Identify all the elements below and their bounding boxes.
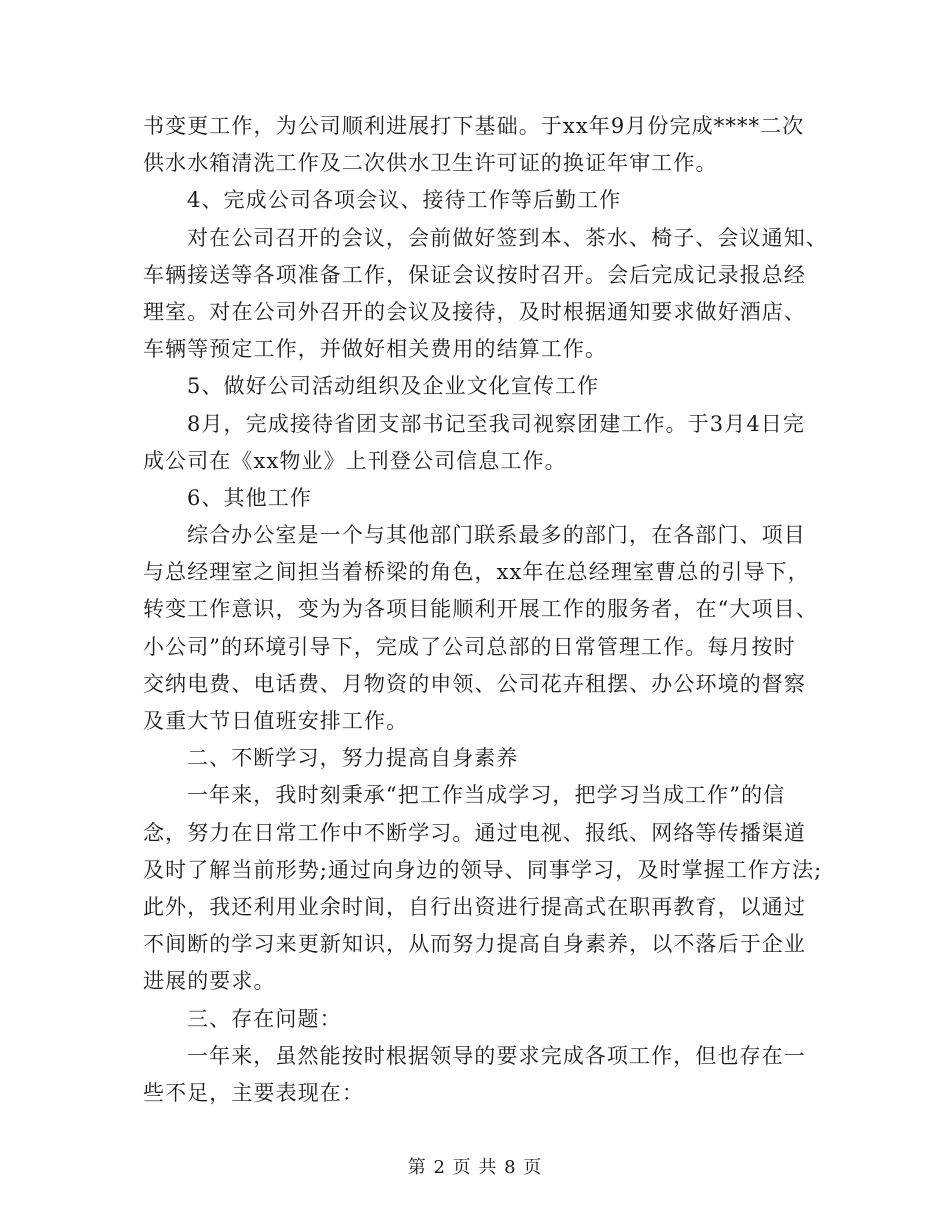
text-line: 些不足，主要表现在： bbox=[143, 1080, 364, 1105]
section-heading: 5、做好公司活动组织及企业文化宣传工作 bbox=[187, 374, 600, 399]
section-heading: 二、不断学习，努力提高自身素养 bbox=[187, 746, 519, 771]
text-line: 一年来，我时刻秉承“把工作当成学习，把学习当成工作”的信 bbox=[187, 783, 786, 808]
text-line: 车辆等预定工作，并做好相关费用的结算工作。 bbox=[143, 337, 608, 362]
text-line: 念，努力在日常工作中不断学习。通过电视、报纸、网络等传播渠道 bbox=[143, 820, 806, 845]
page-footer: 第 2 页 共 8 页 bbox=[407, 1157, 543, 1178]
text-line: 小公司”的环境引导下，完成了公司总部的日常管理工作。每月按时 bbox=[143, 634, 796, 659]
text-line: 成公司在《xx物业》上刊登公司信息工作。 bbox=[143, 448, 567, 473]
text-line: 8月，完成接待省团支部书记至我司视察团建工作。于3月4日完 bbox=[187, 411, 805, 436]
body-text bbox=[143, 108, 828, 1112]
text-line: 进展的要求。 bbox=[143, 969, 276, 994]
text-line: 书变更工作，为公司顺利进展打下基础。于xx年9月份完成****二次 bbox=[143, 114, 805, 138]
text-line: 转变工作意识，变为为各项目能顺利开展工作的服务者，在“大项目、 bbox=[143, 597, 818, 622]
text-line: 与总经理室之间担当着桥梁的角色，xx年在总经理室曹总的引导下， bbox=[143, 560, 810, 585]
text-line: 对在公司召开的会议，会前做好签到本、茶水、椅子、会议通知、 bbox=[187, 225, 828, 250]
text-line: 供水水箱清洗工作及二次供水卫生许可证的换证年审工作。 bbox=[143, 151, 718, 176]
section-heading: 6、其他工作 bbox=[187, 485, 312, 510]
text-line: 车辆接送等各项准备工作，保证会议按时召开。会后完成记录报总经 bbox=[143, 262, 806, 287]
section-heading: 4、完成公司各项会议、接待工作等后勤工作 bbox=[187, 188, 622, 213]
text-line: 此外，我还利用业余时间，自行出资进行提高式在职再教育，以通过 bbox=[143, 894, 806, 919]
text-line: 不间断的学习来更新知识，从而努力提高自身素养，以不落后于企业 bbox=[143, 932, 806, 957]
text-line: 综合办公室是一个与其他部门联系最多的部门，在各部门、项目 bbox=[187, 523, 806, 548]
text-line: 一年来，虽然能按时根据领导的要求完成各项工作，但也存在一 bbox=[187, 1043, 806, 1068]
text-line: 理室。对在公司外召开的会议及接待，及时根据通知要求做好酒店、 bbox=[143, 299, 806, 324]
text-line: 及重大节日值班安排工作。 bbox=[143, 709, 409, 733]
section-heading: 三、存在问题： bbox=[187, 1006, 342, 1031]
text-line: 及时了解当前形势;通过向身边的领导、同事学习，及时掌握工作方法; bbox=[143, 857, 823, 882]
text-line: 交纳电费、电话费、月物资的申领、公司花卉租摆、办公环境的督察 bbox=[143, 671, 806, 696]
